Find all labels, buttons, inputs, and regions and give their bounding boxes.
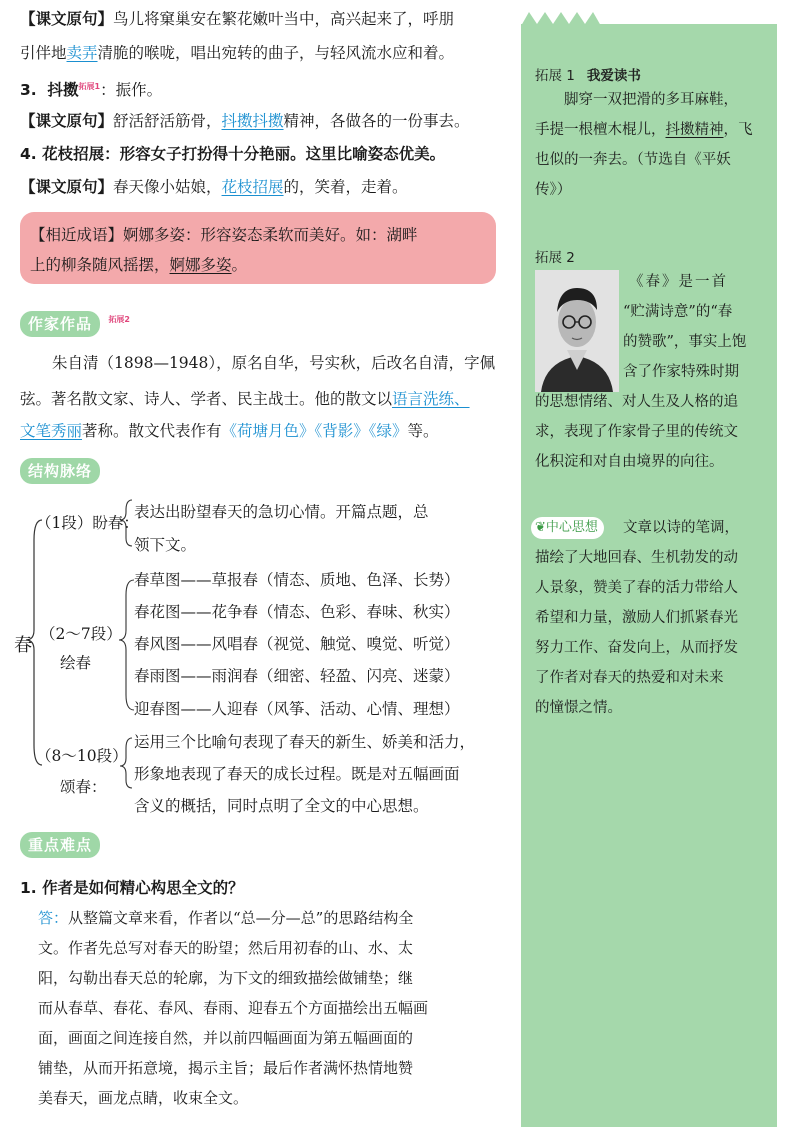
- part2-label-2: 绘春: [60, 654, 92, 672]
- part1-label: （1段）盼春：: [36, 514, 139, 532]
- theme-line: 努力工作、奋发向上，从而抒发: [535, 640, 738, 656]
- works-list: 《荷塘月色》《背影》《绿》: [221, 422, 408, 440]
- keyword: 文笔秀丽: [20, 422, 83, 440]
- answer-line: 面，画面之间连接自然，并以前四幅画面为第五幅画面的: [38, 1029, 414, 1047]
- author-line-2: [20, 385, 470, 414]
- author-badge: [20, 311, 131, 337]
- author-portrait: [535, 270, 619, 392]
- ext1-header: [535, 64, 641, 84]
- answer-line: 铺垫，从而开拓意境，揭示主旨；最后作者满怀热情地赞: [38, 1059, 414, 1077]
- item-definition: ：振作。: [100, 81, 163, 100]
- theme-line: 的憧憬之情。: [535, 700, 622, 716]
- ext2-right-line: 的赞歌”，事实上饱: [623, 334, 747, 350]
- theme-line: 人景象，赞美了春的活力带给人: [535, 580, 738, 596]
- part2-item: 迎春图——人迎春（风筝、活动、心情、理想）: [134, 700, 460, 718]
- ext1-line: 也似的一奔去。（节选自《平妖: [535, 152, 731, 168]
- quote-text: 的，笑着，走着。: [283, 178, 408, 196]
- item-3: [20, 76, 162, 101]
- quote-text: 舒活舒活筋骨，: [113, 112, 222, 130]
- quote-text: 引伴地: [20, 44, 67, 62]
- author-line-3: [20, 417, 439, 446]
- part1-desc-2: 领下文。: [134, 536, 197, 554]
- keyword: 卖弄: [66, 44, 98, 62]
- author-text: 等。: [407, 422, 439, 440]
- part3-label-2: 颂春：: [60, 778, 107, 796]
- author-text: 著称。散文代表作有: [82, 422, 222, 440]
- item-word: 抖擞: [47, 81, 79, 100]
- idiom-text: 。: [231, 256, 248, 274]
- idiom-text: 上的柳条随风摇摆，: [30, 256, 170, 274]
- ext1-line: 脚穿一双把滑的多耳麻鞋，: [535, 92, 738, 108]
- author-text: 弦。著名散文家、诗人、学者、民主战士。他的散文以: [20, 390, 393, 408]
- ext2-right-line: 含了作家特殊时期: [623, 364, 739, 380]
- part2-item: 春雨图——雨润春（细密、轻盈、闪亮、迷蒙）: [134, 667, 460, 685]
- idiom-box: [20, 212, 496, 284]
- ext1-keyword: 抖擞精神: [665, 122, 724, 138]
- part3-desc-3: 含义的概括，同时点明了全文的中心思想。: [134, 797, 429, 815]
- answer-label: 答：: [38, 909, 69, 927]
- part3-desc-1: 运用三个比喻句表现了春天的新生、娇美和活力，: [134, 733, 476, 751]
- badge-label: 作家作品: [28, 315, 93, 333]
- idiom-keyword: 婀娜多姿: [169, 256, 232, 274]
- theme-line: 了作者对春天的热爱和对未来: [535, 670, 724, 686]
- item-number: 3.: [20, 81, 37, 100]
- idiom-line-2: [30, 254, 247, 276]
- part2-item: 春花图——花争春（情态、色彩、春味、秋实）: [134, 603, 460, 621]
- part2-item: 春风图——风唱春（视觉、触觉、嗅觉、听觉）: [134, 635, 460, 653]
- part2-item: 春草图——草报春（情态、质地、色泽、长势）: [134, 571, 460, 589]
- ext1-text: ，飞: [723, 122, 753, 138]
- heart-icon: ❦: [535, 520, 546, 535]
- quote-tag: 【课文原句】: [20, 10, 114, 28]
- author-line-1: 朱自清（1898—1948），原名自华，号实秋，后改名自清，字佩: [52, 354, 496, 372]
- idiom-line-1: 【相近成语】婀娜多姿：形容姿态柔软而美好。如：湖畔: [30, 226, 418, 244]
- ext1-line: [535, 116, 753, 144]
- theme-line: 文章以诗的笔调，: [623, 520, 739, 536]
- sidebar: [521, 24, 777, 1127]
- keyword: 语言洗练、: [392, 390, 470, 408]
- quote-line-1: [20, 8, 454, 30]
- quote-line-2: [20, 42, 454, 64]
- keyword: 花枝招展: [221, 178, 284, 196]
- difficulty-badge: 重点难点: [20, 832, 100, 858]
- answer-line: 文。作者先总写对春天的盼望；然后用初春的山、水、太: [38, 939, 414, 957]
- quote-text: 春天像小姑娘，: [113, 178, 222, 196]
- ext2-line: 的思想情绪、对人生及人格的追: [535, 394, 738, 410]
- structure-root: 春: [14, 635, 32, 656]
- ext1-text: 手提一根檀木棍儿，: [535, 122, 666, 138]
- item-4: 4. 花枝招展：形容女子打扮得十分艳丽。这里比喻姿态优美。: [20, 145, 446, 163]
- question: 1. 作者是如何精心构思全文的？: [20, 879, 244, 897]
- ext2-line: 求，表现了作家骨子里的传统文: [535, 424, 738, 440]
- ext2-line: 化积淀和对自由境界的向往。: [535, 454, 724, 470]
- ext2-label: 拓展 2: [535, 250, 575, 266]
- extension-marker: 拓展2: [108, 315, 131, 324]
- part3-desc-2: 形象地表现了春天的成长过程。既是对五幅画面: [134, 765, 460, 783]
- part2-label-1: （2～7段）: [40, 625, 122, 643]
- theme-badge: [531, 517, 604, 539]
- structure-badge: 结构脉络: [20, 458, 100, 484]
- ext1-title: 我爱读书: [586, 68, 641, 84]
- part1-desc-1: 表达出盼望春天的急切心情。开篇点题，总: [134, 503, 429, 521]
- answer-text: 从整篇文章来看，作者以“总—分—总”的思路结构全: [68, 909, 414, 927]
- theme-line: 描绘了大地回春、生机勃发的动: [535, 550, 738, 566]
- theme-badge-label: 中心思想: [545, 520, 598, 535]
- quote-tag: 【课文原句】: [20, 112, 114, 130]
- ext2-right-line: “贮满诗意”的“春: [623, 304, 733, 320]
- quote-text: 鸟儿将窠巢安在繁花嫩叶当中，高兴起来了，呼朋: [113, 10, 455, 28]
- ext1-label: 拓展 1: [535, 68, 575, 84]
- answer-line: 阳，勾勒出春天总的轮廓，为下文的细致描绘做铺垫；继: [38, 969, 414, 987]
- quote-tag: 【课文原句】: [20, 178, 114, 196]
- quote-line-4: [20, 176, 408, 198]
- theme-line: 希望和力量，激励人们抓紧春光: [535, 610, 738, 626]
- answer-line: [38, 904, 413, 934]
- ext1-line: 传》）: [535, 182, 572, 198]
- quote-line-3: [20, 110, 470, 132]
- part3-label-1: （8～10段）: [36, 747, 128, 765]
- ext2-right-line: 《春》是一首: [629, 274, 728, 290]
- extension-marker: 拓展1: [78, 82, 101, 91]
- quote-text: 精神，各做各的一份事去。: [283, 112, 470, 130]
- answer-line: 而从春草、春花、春风、春雨、迎春五个方面描绘出五幅画: [38, 999, 429, 1017]
- answer-line: 美春天，画龙点睛，收束全文。: [38, 1089, 249, 1107]
- portrait-image: [535, 270, 619, 392]
- keyword: 抖擞抖擞: [221, 112, 284, 130]
- quote-text: 清脆的喉咙，唱出宛转的曲子，与轻风流水应和着。: [97, 44, 455, 62]
